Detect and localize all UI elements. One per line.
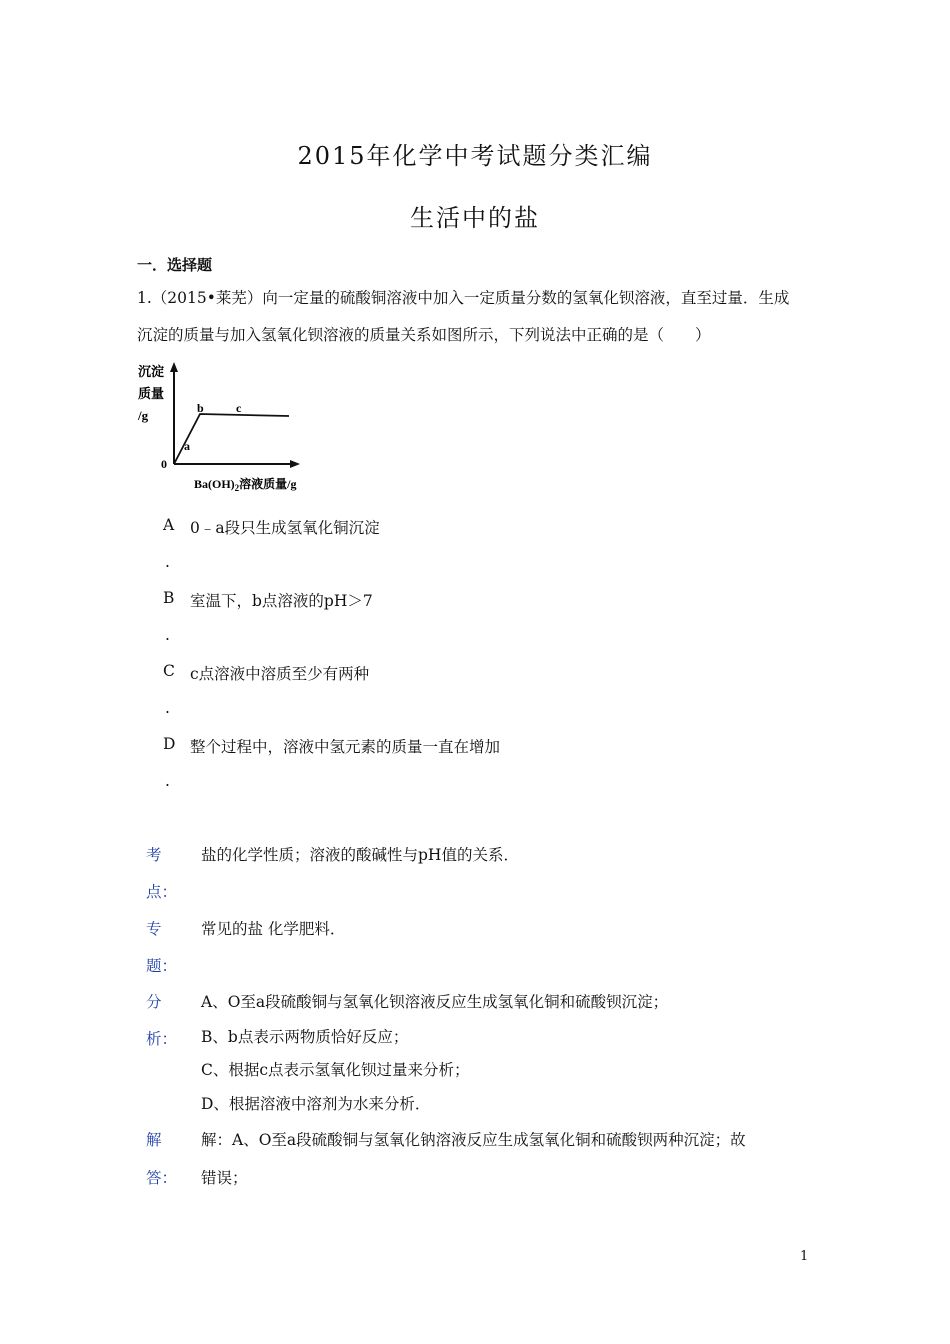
page-subtitle: 生活中的盐 xyxy=(410,204,540,232)
precipitate-graph xyxy=(134,358,334,498)
x-axis-arrow xyxy=(290,460,300,468)
y-axis-arrow xyxy=(170,362,178,372)
point-b-label: b xyxy=(197,401,204,415)
jieda-label-1: 解 xyxy=(146,1131,162,1149)
option-a-text: 0﹣a段只生成氢氧化铜沉淀 xyxy=(190,519,380,537)
page-title: 2015年化学中考试题分类汇编 xyxy=(297,142,653,170)
zhuanti-label-1: 专 xyxy=(146,920,162,938)
point-c-label: c xyxy=(236,401,242,415)
section-heading: 一．选择题 xyxy=(137,256,213,274)
fenxi-line-2: B、b点表示两物质恰好反应； xyxy=(201,1028,409,1046)
option-d-dot: . xyxy=(165,772,170,790)
x-axis-label: $Ba(OH)_2$溶液质量/g xyxy=(194,477,297,493)
point-a-label: a xyxy=(184,439,190,453)
page-number: 1 xyxy=(800,1249,809,1264)
fenxi-label-2: 析： xyxy=(146,1030,178,1048)
option-d-letter: D xyxy=(163,735,176,753)
question-line-1: 1.（2015•莱芜）向一定量的硫酸铜溶液中加入一定质量分数的氢氧化钡溶液，直至过量．生成 xyxy=(137,289,790,307)
option-b-letter: B xyxy=(163,589,175,607)
jieda-label-2: 答： xyxy=(146,1169,178,1187)
y-label-1: 沉淀 xyxy=(138,364,165,379)
origin-label: 0 xyxy=(161,457,167,471)
option-d-text: 整个过程中，溶液中氢元素的质量一直在增加 xyxy=(190,738,501,756)
jieda-line-1: 解：A、O至a段硫酸铜与氢氧化钠溶液反应生成氢氧化铜和硫酸钡两种沉淀；故 xyxy=(201,1131,746,1149)
option-a-letter: A xyxy=(163,516,175,534)
kaodian-label-2: 点： xyxy=(146,883,178,901)
zhuanti-text: 常见的盐 化学肥料． xyxy=(201,920,346,938)
option-c-letter: C xyxy=(163,662,175,680)
zhuanti-label-2: 题： xyxy=(146,957,178,975)
fenxi-label-1: 分 xyxy=(146,993,162,1011)
jieda-line-2: 错误； xyxy=(201,1169,248,1187)
option-c-dot: . xyxy=(165,699,170,717)
fenxi-line-3: C、根据c点表示氢氧化钡过量来分析； xyxy=(201,1061,470,1079)
precipitate-curve xyxy=(174,414,289,464)
question-line-2: 沉淀的质量与加入氢氧化钡溶液的质量关系如图所示，下列说法中正确的是（ ） xyxy=(137,326,711,344)
fenxi-line-4: D、根据溶液中溶剂为水来分析． xyxy=(201,1095,431,1113)
y-label-3: /g xyxy=(138,408,149,423)
option-c-text: c点溶液中溶质至少有两种 xyxy=(190,665,370,683)
option-a-dot: . xyxy=(165,553,170,571)
kaodian-label-1: 考 xyxy=(146,846,162,864)
kaodian-text: 盐的化学性质；溶液的酸碱性与pH值的关系． xyxy=(201,846,519,864)
option-b-text: 室温下，b点溶液的pH＞7 xyxy=(190,592,373,610)
y-label-2: 质量 xyxy=(138,386,165,401)
option-b-dot: . xyxy=(165,626,170,644)
fenxi-line-1: A、O至a段硫酸铜与氢氧化钡溶液反应生成氢氧化铜和硫酸钡沉淀； xyxy=(201,993,669,1011)
